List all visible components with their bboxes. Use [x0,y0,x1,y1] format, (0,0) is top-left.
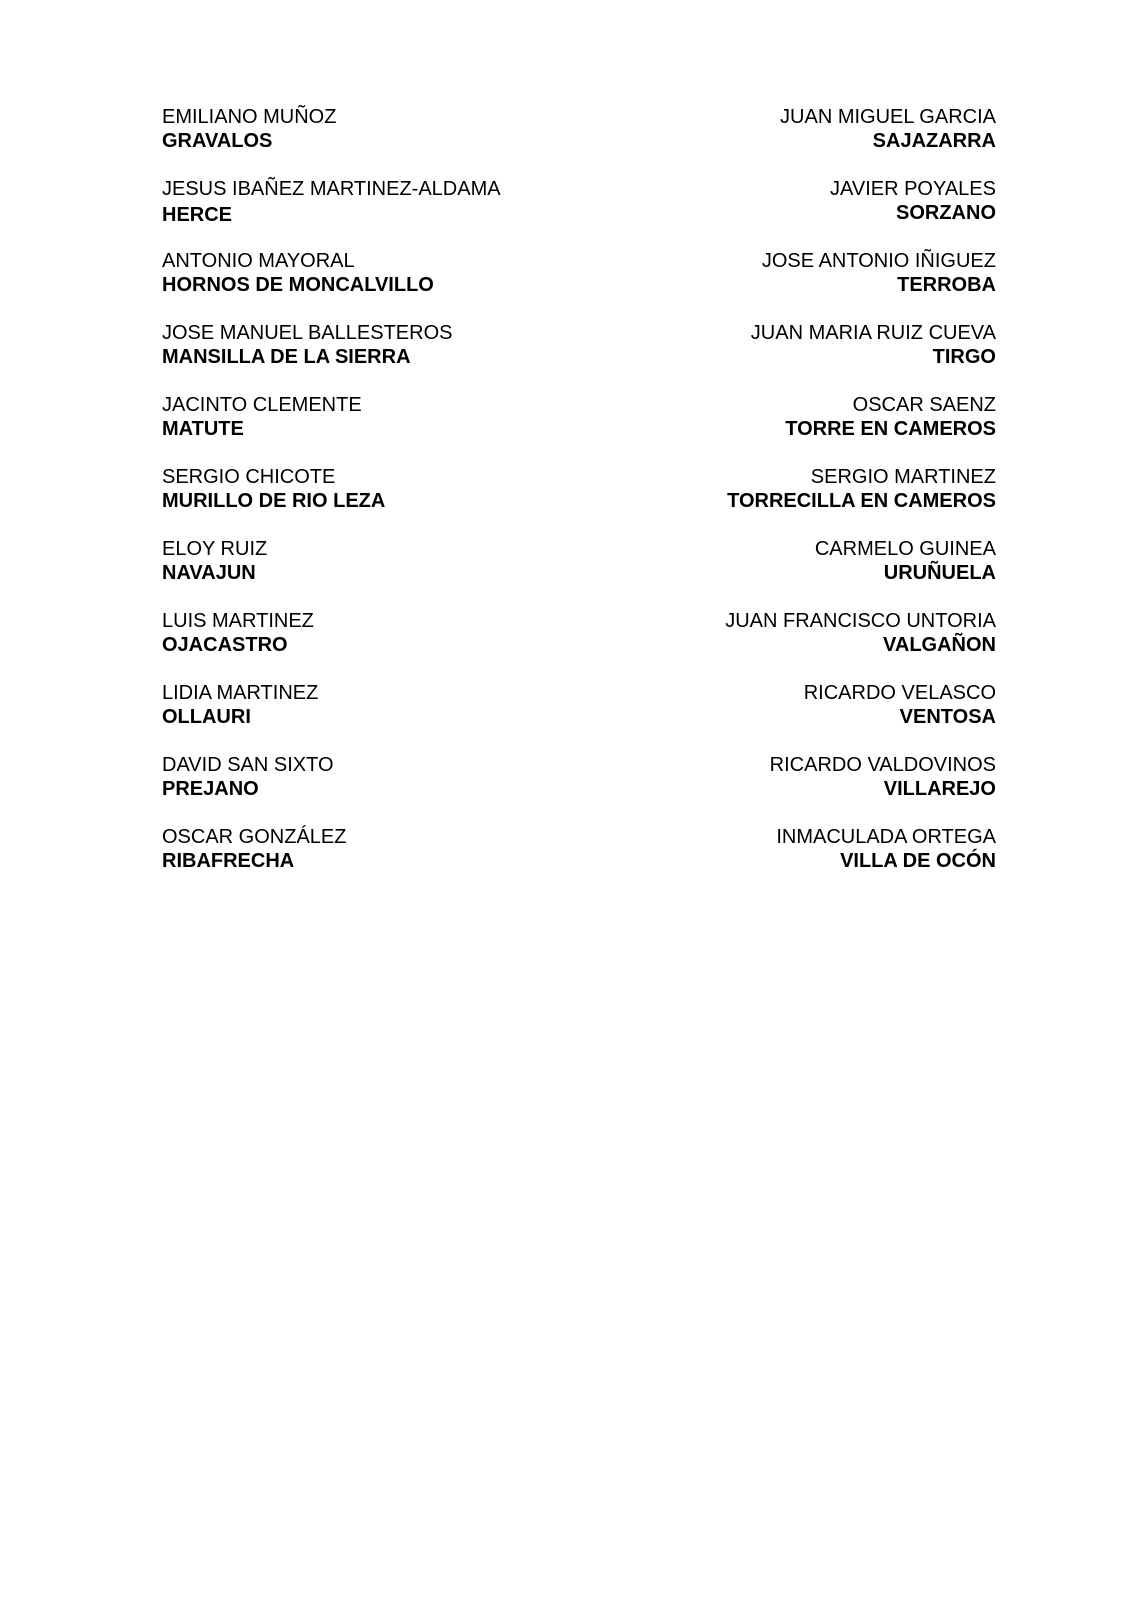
town-name: SORZANO [896,202,996,224]
list-item [162,249,602,321]
town-name: HERCE [162,204,233,226]
person-name: JACINTO CLEMENTE [162,394,362,416]
list-item [556,753,996,825]
town-name: SAJAZARRA [872,130,996,152]
list-item [556,609,996,681]
person-name: JUAN MARIA RUIZ CUEVA [750,322,996,344]
right-column [556,105,996,897]
person-name: JESUS IBAÑEZ MARTINEZ-ALDAMA [162,178,501,200]
person-name: RICARDO VELASCO [803,682,996,704]
town-name: RIBAFRECHA [162,850,295,872]
list-item [162,609,602,681]
left-column [162,105,602,897]
town-name: VENTOSA [899,706,996,728]
list-item [162,753,602,825]
person-name: OSCAR GONZÁLEZ [162,826,347,848]
person-name: JOSE ANTONIO IÑIGUEZ [761,250,996,272]
town-name: NAVAJUN [162,562,256,584]
town-name: TORRECILLA EN CAMEROS [727,490,996,512]
list-item [162,105,602,177]
list-item [162,825,602,897]
list-item [162,177,602,249]
list-item [556,177,996,249]
town-name: VALGAÑON [883,634,996,656]
town-name: URUÑUELA [883,562,996,584]
list-item [556,681,996,753]
list-item [162,321,602,393]
person-name: SERGIO MARTINEZ [810,466,996,488]
list-item [556,321,996,393]
list-item [556,537,996,609]
list-item [556,393,996,465]
town-name: OJACASTRO [162,634,288,656]
person-name: CARMELO GUINEA [814,538,996,560]
town-name: PREJANO [162,778,259,800]
person-name: SERGIO CHICOTE [162,466,336,488]
person-name: OSCAR SAENZ [852,394,996,416]
town-name: HORNOS DE MONCALVILLO [162,274,434,296]
person-name: ELOY RUIZ [162,538,268,560]
list-item [556,249,996,321]
list-item [556,105,996,177]
person-name: EMILIANO MUÑOZ [162,106,337,128]
town-name: MANSILLA DE LA SIERRA [162,346,411,368]
person-name: ANTONIO MAYORAL [162,250,355,272]
person-name: JOSE MANUEL BALLESTEROS [162,322,453,344]
town-name: TERROBA [897,274,996,296]
list-item [162,537,602,609]
person-name: JUAN FRANCISCO UNTORIA [725,610,996,632]
person-name: LUIS MARTINEZ [162,610,314,632]
list-item [162,393,602,465]
person-name: INMACULADA ORTEGA [776,826,996,848]
person-name: DAVID SAN SIXTO [162,754,334,776]
list-item [162,681,602,753]
town-name: VILLAREJO [883,778,996,800]
town-name: TIRGO [932,346,996,368]
person-name: LIDIA MARTINEZ [162,682,319,704]
list-item [556,465,996,537]
list-item [162,465,602,537]
town-name: VILLA DE OCÓN [840,850,996,872]
town-name: TORRE EN CAMEROS [785,418,996,440]
town-name: OLLAURI [162,706,251,728]
town-name: MATUTE [162,418,244,440]
person-name: RICARDO VALDOVINOS [769,754,996,776]
town-name: GRAVALOS [162,130,273,152]
person-name: JUAN MIGUEL GARCIA [780,106,996,128]
town-name: MURILLO DE RIO LEZA [162,490,386,512]
list-item [556,825,996,897]
person-name: JAVIER POYALES [830,178,996,200]
